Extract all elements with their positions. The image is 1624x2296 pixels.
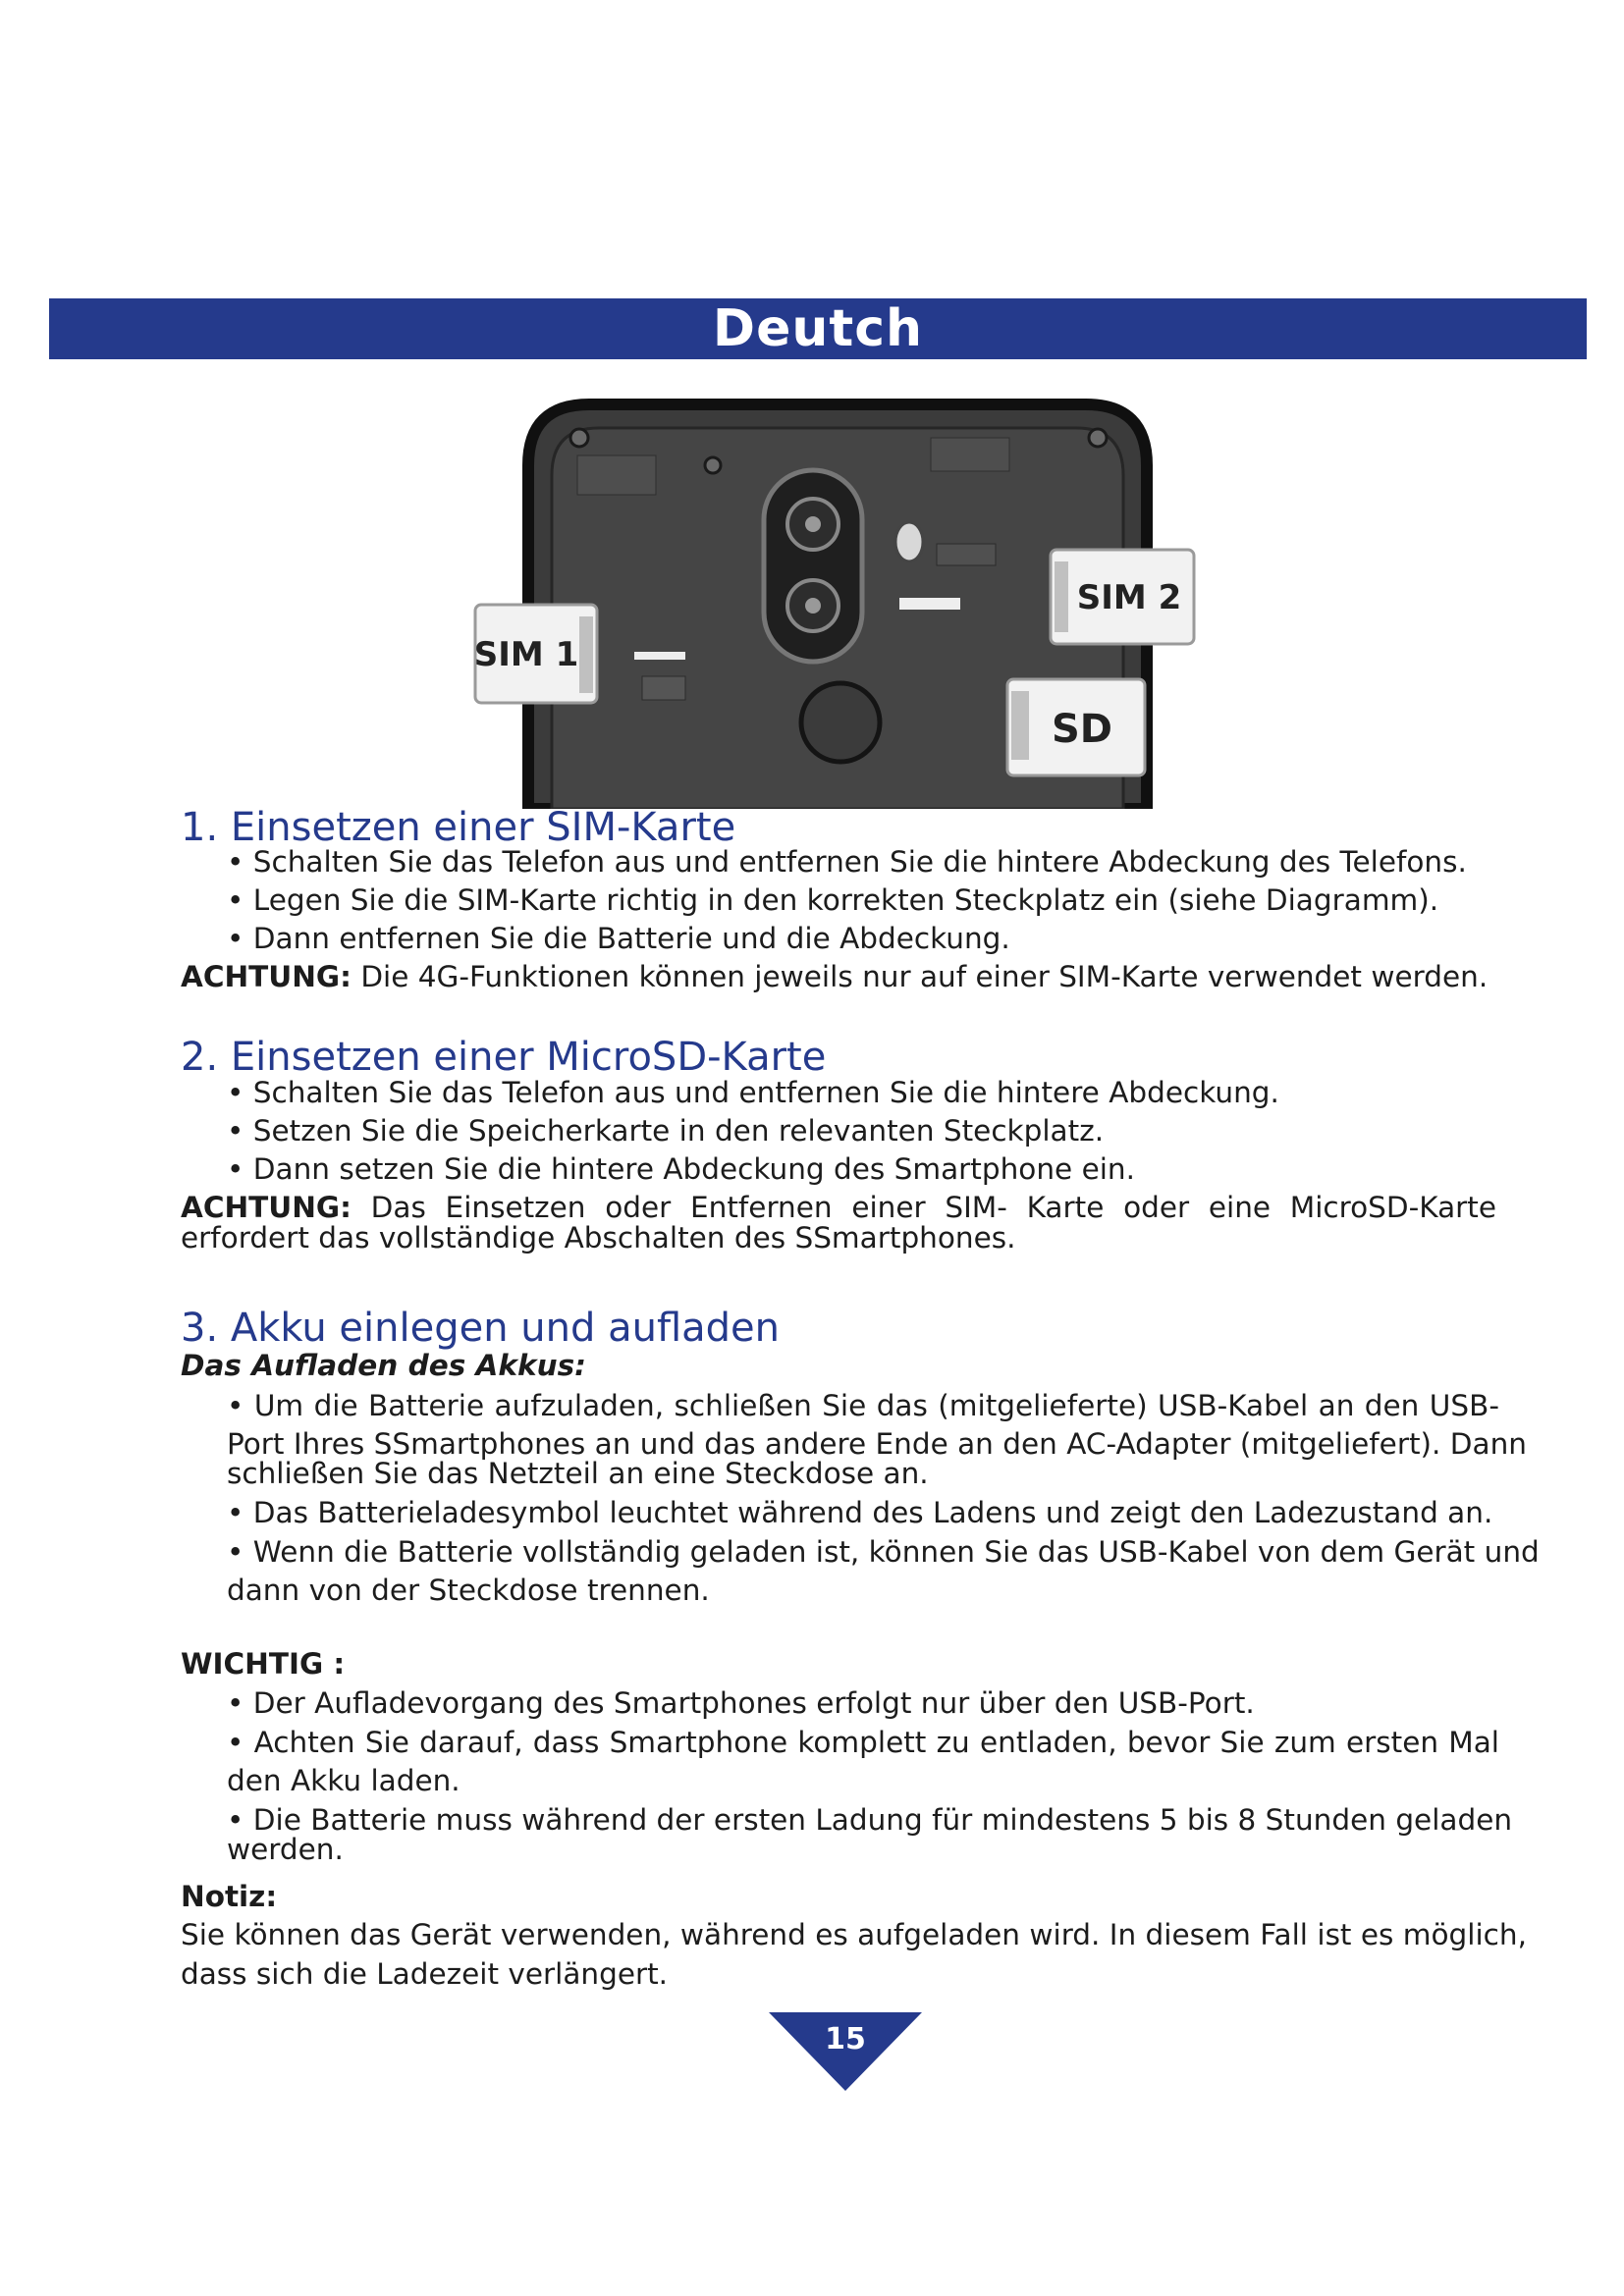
section3-bullet-continuation: dann von der Steckdose trennen. [227,1574,710,1607]
section1-bullet: • Schalten Sie das Telefon aus und entfernen Sie die hintere Abdeckung des Telefons. [227,845,1467,879]
notiz-text: Sie können das Gerät verwenden, während es aufgeladen wird. In diesem Fall ist es möglich, [181,1918,1527,1951]
important-bullet: • Der Aufladevorgang des Smartphones erfolgt nur über den USB-Port. [227,1686,1255,1720]
section1-bullet: • Dann entfernen Sie die Batterie und die Abdeckung. [227,922,1010,955]
notiz-heading: Notiz: [181,1880,278,1913]
note-label: ACHTUNG: [181,1191,352,1224]
section1-heading: 1. Einsetzen einer SIM-Karte [181,805,736,850]
important-bullet-continuation: den Akku laden. [227,1764,460,1797]
important-bullet: • Achten Sie darauf, dass Smartphone komplett zu entladen, bevor Sie zum ersten Mal [227,1726,1499,1759]
sd-label: SD [1051,707,1113,752]
section1-note [181,959,1488,994]
important-heading: WICHTIG : [181,1647,346,1681]
section3-subheading: Das Aufladen des Akkus: [181,1349,586,1382]
important-bullet: • Die Batterie muss während der ersten Ladung für mindestens 5 bis 8 Stunden geladen [227,1803,1513,1837]
sim2-label: SIM 2 [1076,578,1182,617]
page-number: 15 [825,2022,866,2056]
section3-bullet-continuation: Port Ihres SSmartphones an und das andere Ende an den AC-Adapter (mitgeliefert). Dann [227,1427,1527,1461]
section2-note-continuation: erfordert das vollständige Abschalten des SSmartphones. [181,1221,1016,1255]
section2-heading: 2. Einsetzen einer MicroSD-Karte [181,1035,827,1080]
section2-bullet: • Dann setzen Sie die hintere Abdeckung des Smartphone ein. [227,1152,1135,1186]
section3-bullet: • Um die Batterie aufzuladen, schließen Sie das (mitgelieferte) USB-Kabel an den USB- [227,1389,1499,1422]
note-text: Die 4G-Funktionen können jeweils nur auf einer SIM-Karte verwendet werden. [351,960,1489,993]
notiz-text: dass sich die Ladezeit verlängert. [181,1957,669,1991]
section1-bullet: • Legen Sie die SIM-Karte richtig in den korrekten Steckplatz ein (siehe Diagramm). [227,883,1439,917]
sim1-label: SIM 1 [473,635,579,674]
note-text: Das Einsetzen oder Entfernen einer SIM- Karte oder eine MicroSD-Karte [351,1191,1496,1224]
important-bullet-continuation: werden. [227,1833,344,1866]
note-label: ACHTUNG: [181,960,352,993]
page-number-marker [769,2012,922,2091]
banner-title: Deutch [712,299,924,358]
section3-bullet: • Wenn die Batterie vollständig geladen ist, können Sie das USB-Kabel von dem Gerät und [227,1535,1540,1569]
section2-bullet: • Setzen Sie die Speicherkarte in den relevanten Steckplatz. [227,1114,1105,1148]
section3-heading: 3. Akku einlegen und aufladen [181,1306,780,1351]
section2-bullet: • Schalten Sie das Telefon aus und entfernen Sie die hintere Abdeckung. [227,1076,1279,1109]
section3-bullet: • Das Batterieladesymbol leuchtet während des Ladens und zeigt den Ladezustand an. [227,1496,1493,1529]
section3-bullet-continuation: schließen Sie das Netzteil an eine Steckdose an. [227,1457,929,1490]
